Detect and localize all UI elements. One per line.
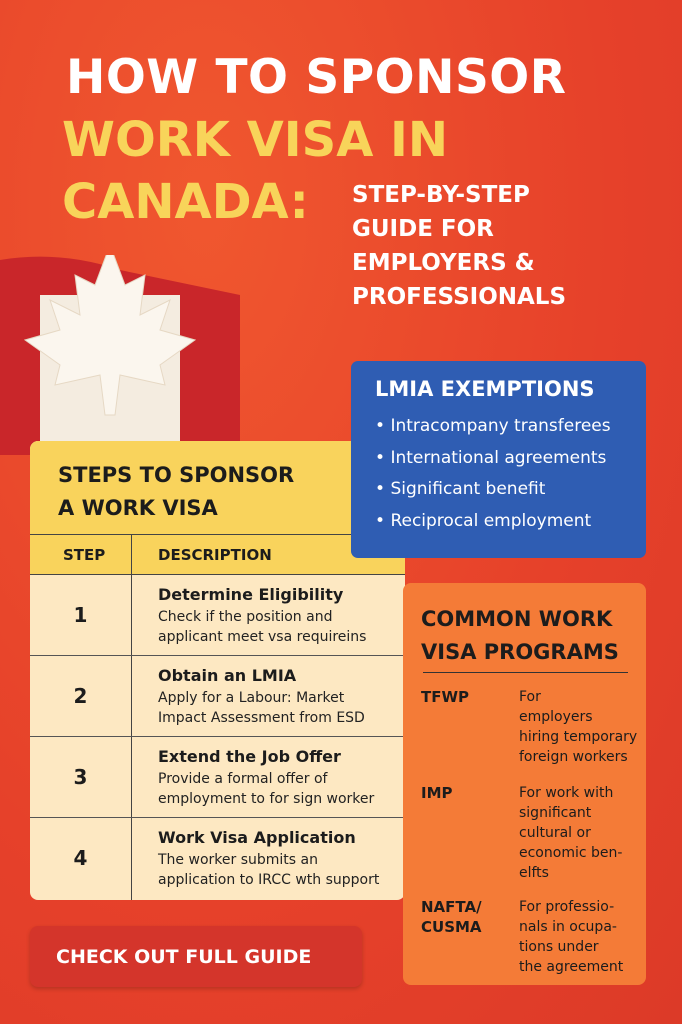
program-description-line: For work with: [519, 785, 614, 801]
step-number: 3: [73, 765, 88, 789]
lmia-item: • Reciprocal employment: [375, 510, 592, 531]
program-description-line: For: [519, 689, 541, 705]
step-number: 4: [73, 846, 88, 870]
divider: [423, 672, 628, 673]
program-description-line: hiring temporary: [519, 729, 638, 745]
step-description-line: Check if the position and: [158, 609, 333, 625]
check-out-full-guide-button[interactable]: CHECK OUT FULL GUIDE: [30, 926, 362, 987]
step-number: 2: [73, 684, 88, 708]
title-line-2: WORK VISA IN: [62, 112, 449, 168]
lmia-item: • International agreements: [375, 447, 607, 468]
lmia-item-text: Reciprocal employment: [390, 510, 592, 531]
program-description-line: foreign workers: [519, 749, 628, 765]
step-description-line: application to IRCC wth support: [158, 872, 380, 888]
program-description: [519, 687, 637, 767]
program-description-line: cultural or: [519, 825, 591, 841]
table-row: [30, 818, 405, 899]
lmia-exemptions-panel: [351, 361, 646, 558]
title-line-3: CANADA:: [62, 174, 309, 230]
step-description-line: The worker submits an: [158, 852, 318, 868]
subtitle: [352, 178, 566, 314]
table-row: [30, 656, 405, 737]
table-row: [30, 737, 405, 818]
program-name-line: IMP: [421, 784, 453, 802]
step-description-line: Impact Assessment from ESD: [158, 710, 365, 726]
program-name-line: CUSMA: [421, 918, 482, 936]
program-name: [421, 687, 469, 707]
program-description: [519, 897, 623, 977]
steps-heading-line: STEPS TO SPONSOR: [58, 463, 295, 487]
step-description: [158, 688, 365, 728]
program-description-line: tions under: [519, 939, 599, 955]
step-title: Work Visa Application: [158, 828, 356, 847]
column-description: DESCRIPTION: [158, 546, 272, 564]
step-title: Obtain an LMIA: [158, 666, 297, 685]
programs-heading-line: COMMON WORK: [421, 607, 613, 631]
step-title: Extend the Job Offer: [158, 747, 341, 766]
step-description-line: applicant meet vsa requireins: [158, 629, 367, 645]
step-description-line: Apply for a Labour: Market: [158, 690, 345, 706]
program-description-line: the agreement: [519, 959, 624, 975]
subtitle-line: GUIDE FOR: [352, 216, 494, 242]
lmia-item-text: Intracompany transferees: [390, 416, 611, 436]
step-description-line: employment to for sign worker: [158, 791, 375, 807]
lmia-heading: LMIA EXEMPTIONS: [375, 377, 595, 401]
program-description-line: nals in ocupa-: [519, 919, 617, 935]
program-name: [421, 783, 453, 803]
programs-heading-line: VISA PROGRAMS: [421, 640, 619, 664]
title-line-1: HOW TO SPONSOR: [66, 50, 567, 105]
program-description-line: economic ben-: [519, 845, 623, 861]
programs-heading: [421, 603, 619, 669]
program-description-line: elfts: [519, 865, 549, 881]
step-description-line: Provide a formal offer of: [158, 771, 328, 787]
program-description-line: significant: [519, 805, 592, 821]
subtitle-line: PROFESSIONALS: [352, 284, 567, 310]
column-step: STEP: [63, 546, 106, 564]
step-description: [158, 769, 374, 809]
program-description-line: For professio-: [519, 899, 615, 915]
step-number: 1: [73, 603, 88, 627]
step-description: [158, 607, 366, 647]
table-row: [30, 575, 405, 656]
canada-flag-icon: [0, 255, 240, 455]
steps-heading-line: A WORK VISA: [58, 496, 218, 520]
lmia-item: • Significant benefit: [375, 479, 546, 499]
lmia-item-text: International agreements: [390, 447, 607, 468]
work-visa-programs-panel: [403, 583, 646, 985]
subtitle-line: EMPLOYERS &: [352, 250, 535, 276]
lmia-item: • Intracompany transferees: [375, 416, 611, 436]
program-name-line: TFWP: [421, 688, 470, 706]
lmia-item-text: Significant benefit: [390, 479, 546, 499]
table-header: [30, 534, 405, 575]
program-name-line: NAFTA/: [421, 898, 482, 916]
step-title: Determine Eligibility: [158, 585, 344, 604]
steps-table-panel: [30, 441, 405, 900]
step-description: [158, 850, 379, 890]
program-description: [519, 783, 622, 883]
program-name: [421, 897, 482, 937]
subtitle-line: STEP-BY-STEP: [352, 182, 530, 208]
program-description-line: employers: [519, 709, 593, 725]
